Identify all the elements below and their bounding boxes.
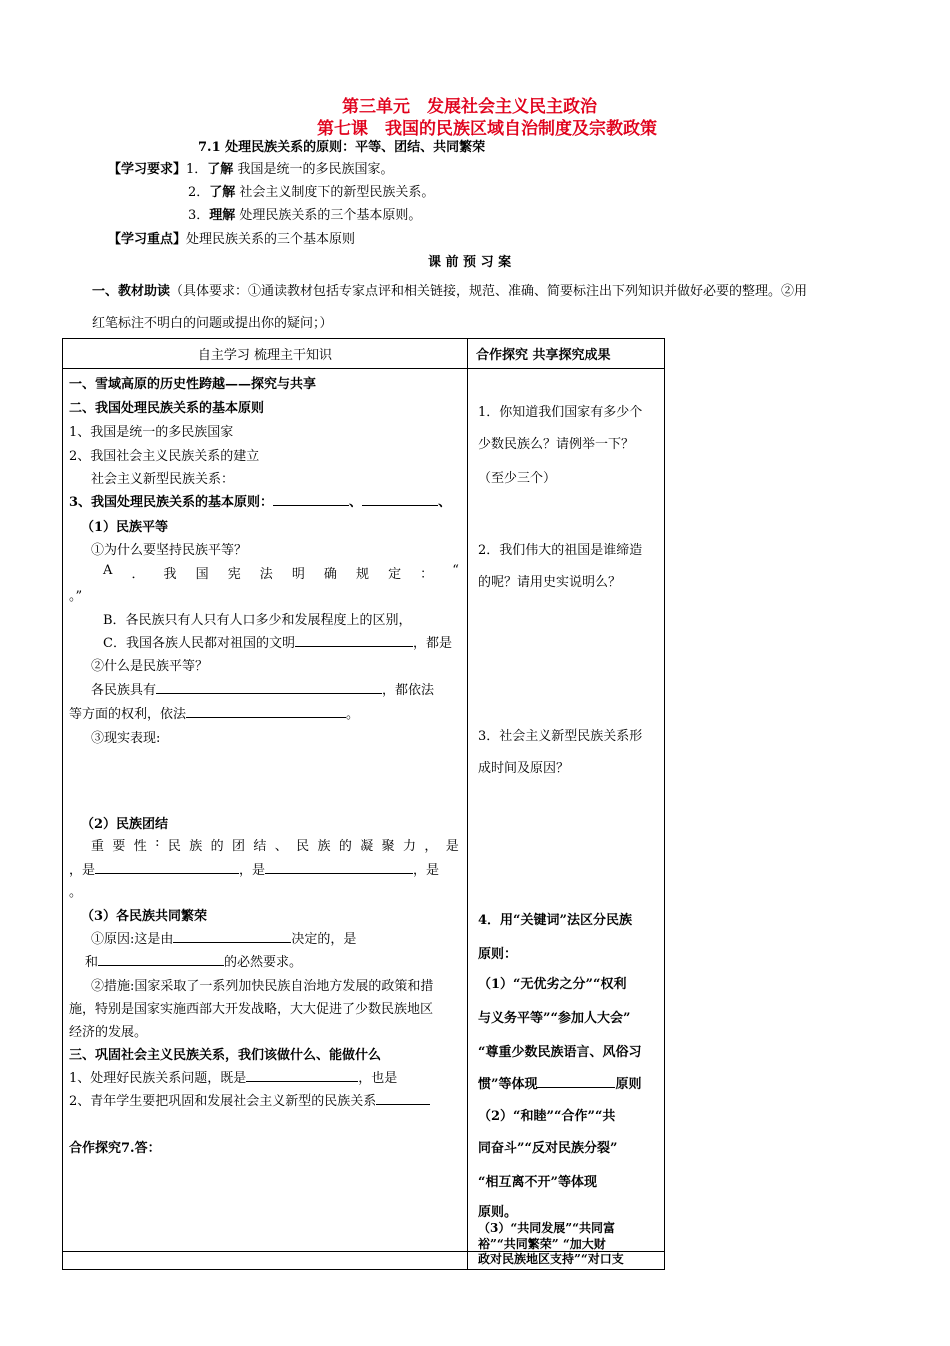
question-4-line-2: 原则： (478, 947, 518, 962)
section-2-heading: 二、我国处理民族关系的基本原则 (69, 401, 265, 416)
right-column-tail (468, 1252, 665, 1270)
principle-1-heading: （1）民族平等 (81, 520, 169, 535)
preview-title: 课 前 预 习 案 (428, 255, 512, 270)
principle-1-question-2: ②什么是民族平等？ (91, 659, 209, 674)
section-2-item-2: 2、我国社会主义民族关系的建立 (69, 449, 260, 464)
section-3-heading: 3、我国处理民族关系的基本原则： 、 、 (69, 495, 452, 510)
blank (295, 634, 413, 647)
study-table (62, 338, 665, 1270)
principle-1-answer-a-char: 定 (388, 567, 402, 582)
keyword-2-line-2: 同奋斗”“反对民族分裂” (478, 1141, 618, 1156)
principle-2-importance-char: 民 (167, 839, 181, 854)
principle-2-importance-char: 的 (338, 839, 352, 854)
principle-2-importance-char: 聚 (381, 839, 395, 854)
blank (376, 1092, 430, 1105)
principle-2-importance-char: 、 (274, 839, 288, 854)
right-column-header: 合作探究 共享探究成果 (468, 339, 665, 369)
section-title: 7.1 处理民族关系的原则：平等、团结、共同繁荣 (198, 140, 486, 155)
blank (537, 1075, 615, 1088)
keyword-2-line-4: 原则。 (478, 1205, 518, 1220)
section-2-item-2b: 社会主义新型民族关系： (91, 472, 235, 487)
blank (362, 493, 438, 506)
principle-1-answer-a-char: 宪 (227, 567, 241, 582)
principle-1-answer-a-char: 国 (195, 567, 209, 582)
principle-2-importance-char: 要 (112, 839, 126, 854)
keyword-3-line-1: （3）“共同发展”“共同富 (478, 1221, 616, 1235)
blank (186, 705, 346, 718)
principle-2-importance (91, 835, 459, 854)
question-2-line-1: 2．我们伟大的祖国是谁缔造 (478, 543, 643, 558)
requirements-label: 【学习要求】 (108, 162, 187, 177)
question-1-line-3: （至少三个） (478, 471, 557, 486)
principle-2-importance-char: 族 (317, 839, 331, 854)
question-3-line-2: 成时间及原因？ (478, 761, 570, 776)
principle-2-importance-char: 结 (253, 839, 267, 854)
principle-2-importance-char: ， (424, 839, 438, 854)
left-column-content (63, 369, 468, 1252)
principle-1-question-2-answer-2: 等方面的权利，依法 。 (69, 707, 360, 722)
left-column-spacer (63, 1252, 468, 1270)
left-column-header: 自主学习 梳理主干知识 (63, 339, 468, 369)
blank (246, 1069, 358, 1082)
reading-instructions-line2: 红笔标注不明白的问题或提出你的疑问；） (92, 316, 333, 331)
principle-3-measures-2: 施，特别是国家实施西部大开发战略，大大促进了少数民族地区 (69, 1002, 434, 1017)
principle-1-answer-a (103, 563, 459, 582)
question-1-line-1: 1．你知道我们国家有多少个 (478, 405, 643, 420)
principle-2-importance-char: 凝 (360, 839, 374, 854)
blank (273, 493, 349, 506)
cooperative-answer-label: 合作探究7.答： (69, 1141, 161, 1156)
principle-2-importance-char: : (155, 835, 160, 850)
keyword-3-line-2: 裕”“共同繁荣” “加大财 (478, 1237, 606, 1251)
principle-1-question-1: ①为什么要坚持民族平等？ (91, 543, 248, 558)
study-focus: 【学习重点】处理民族关系的三个基本原则 (108, 232, 356, 247)
principle-2-importance-char: 重 (91, 839, 105, 854)
section-2-item-1: 1、我国是统一的多民族国家 (69, 425, 234, 440)
section-1-heading: 一、雪域高原的历史性跨越——探究与共享 (69, 377, 317, 392)
principle-1-answer-a-char: ． (131, 567, 145, 582)
principle-2-importance-char: 团 (232, 839, 246, 854)
principle-1-answer-a-char: 我 (163, 567, 177, 582)
reading-instructions: 一、教材助读（具体要求：①通读教材包括专家点评和相关链接，规范、准确、简要标注出下列知识并做好必要的整理。②用 (92, 284, 808, 299)
keyword-2-line-3: “相互离不开”等体现 (478, 1175, 597, 1190)
principle-1-answer-a-char: 明 (291, 567, 305, 582)
principle-1-answer-a-char: 法 (259, 567, 273, 582)
principle-2-heading: （2）民族团结 (81, 817, 169, 832)
principle-2-importance-2: ，是 ，是 ，是 (69, 863, 440, 878)
keyword-1-line-2: 与义务平等”“参加人大会” (478, 1011, 631, 1026)
principle-1-answer-a-char: A (103, 563, 113, 578)
principle-3-reason: ①原因:这是由 决定的，是 (91, 932, 357, 947)
requirement-2: 2．了解 社会主义制度下的新型民族关系。 (188, 185, 435, 200)
lesson-title: 第七课 我国的民族区域自治制度及宗教政策 (317, 119, 657, 139)
keyword-3-line-3: 政对民族地区支持”“对口支 (478, 1252, 624, 1266)
blank (265, 861, 413, 874)
question-1-line-2: 少数民族么？请例举一下？ (478, 437, 635, 452)
keyword-1-line-3: “尊重少数民族语言、风俗习 (478, 1045, 642, 1060)
principle-2-importance-end: 。 (69, 885, 83, 900)
right-column-content (468, 369, 665, 1252)
reading-label: 一、教材助读 (92, 284, 171, 299)
question-4-line-1: 4．用“关键词”法区分民族 (478, 913, 633, 928)
section-4-heading: 三、巩固社会主义民族关系，我们该做什么、能做什么 (69, 1048, 382, 1063)
principle-2-importance-char: 族 (189, 839, 203, 854)
section-4-item-1: 1、处理好民族关系问题，既是 ，也是 (69, 1071, 398, 1086)
principle-2-importance-char: 是 (445, 839, 459, 854)
unit-title: 第三单元 发展社会主义民主政治 (342, 97, 597, 117)
keyword-1-line-1: （1）“无优劣之分”“权利 (478, 977, 627, 992)
keyword-2-line-1: （2）“和睦”“合作”“共 (478, 1109, 616, 1124)
principle-1-answer-a-char: 规 (356, 567, 370, 582)
principle-1-question-2-answer: 各民族具有 ，都依法 (91, 683, 435, 698)
principle-3-reason-2: 和 的必然要求。 (85, 955, 303, 970)
principle-2-importance-char: 的 (210, 839, 224, 854)
blank (95, 861, 239, 874)
principle-2-importance-char: 性 (133, 839, 147, 854)
principle-1-answer-a-char: “ (452, 563, 459, 578)
principle-1-answer-a-char: ： (420, 567, 434, 582)
principle-2-importance-char: 力 (403, 839, 417, 854)
requirement-1: 【学习要求】1．了解 我国是统一的多民族国家。 (108, 162, 394, 177)
question-3-line-1: 3．社会主义新型民族关系形 (478, 729, 643, 744)
keyword-1-line-4: 惯”等体现 原则 (478, 1077, 642, 1092)
blank (156, 681, 382, 694)
principle-1-answer-a-char: 确 (323, 567, 337, 582)
principle-2-importance-char: 民 (296, 839, 310, 854)
blank (98, 953, 224, 966)
requirement-3: 3．理解 处理民族关系的三个基本原则。 (188, 208, 422, 223)
principle-1-question-3: ③现实表现: (91, 731, 161, 746)
principle-3-measures-3: 经济的发展。 (69, 1025, 148, 1040)
principle-3-measures-1: ②措施:国家采取了一系列加快民族自治地方发展的政策和措 (91, 979, 434, 994)
blank (173, 930, 291, 943)
section-4-item-2: 2、青年学生要把巩固和发展社会主义新型的民族关系 (69, 1090, 430, 1109)
principle-3-heading: （3）各民族共同繁荣 (81, 909, 208, 924)
principle-1-answer-c: C．我国各族人民都对祖国的文明 ，都是 (103, 636, 452, 651)
principle-1-answer-b: B．各民族只有人只有人口多少和发展程度上的区别， (103, 613, 412, 628)
principle-1-answer-a-end: 。” (69, 589, 83, 604)
question-2-line-2: 的呢？请用史实说明么？ (478, 575, 622, 590)
